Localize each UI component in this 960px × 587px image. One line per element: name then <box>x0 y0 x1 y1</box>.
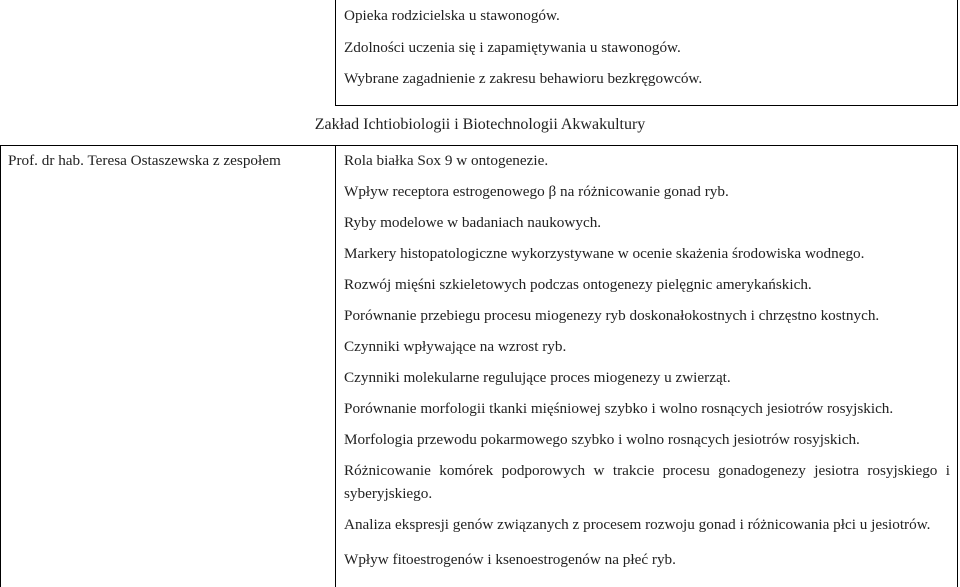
top-topic-list <box>344 0 950 95</box>
topic-item: Rozwój mięśni szkieletowych podczas ontogenezy pielęgnic amerykańskich. <box>344 276 812 293</box>
topic-item: Rola białka Sox 9 w ontogenezie. <box>344 152 549 169</box>
department-topic-list <box>344 145 950 575</box>
topic-item: Ryby modelowe w badaniach naukowych. <box>344 214 602 231</box>
topic-item: Opieka rodzicielska u stawonogów. <box>344 7 560 24</box>
supervisor-name: Prof. dr hab. Teresa Ostaszewska z zespołem <box>8 152 281 169</box>
topic-item: Porównanie przebiegu procesu miogenezy ryb doskonałokostnych i chrzęstno kostnych. <box>344 307 880 324</box>
topic-item: Markery histopatologiczne wykorzystywane w ocenie skażenia środowiska wodnego. <box>344 245 865 262</box>
grid-line <box>335 105 958 106</box>
topic-item: Analiza ekspresji genów związanych z procesem rozwoju gonad i różnicowania płci u jesiotrów. <box>344 516 931 533</box>
department-heading: Zakład Ichtiobiologii i Biotechnologii Akwakultury <box>314 116 646 133</box>
topic-item: Różnicowanie komórek podporowych w trakcie procesu gonadogenezy jesiotra rosyjskiego i syberyjskiego. <box>344 462 950 502</box>
topic-item: Czynniki molekularne regulujące proces miogenezy u zwierząt. <box>344 369 731 386</box>
topic-item: Wpływ receptora estrogenowego β na różnicowanie gonad ryb. <box>344 183 729 200</box>
topic-item: Wybrane zagadnienie z zakresu behawioru bezkręgowców. <box>344 70 703 87</box>
grid-line <box>957 0 958 106</box>
topic-item: Zdolności uczenia się i zapamiętywania u stawonogów. <box>344 38 681 56</box>
topic-item: Porównanie morfologii tkanki mięśniowej szybko i wolno rosnących jesiotrów rosyjskich. <box>344 400 894 417</box>
grid-line <box>0 145 1 587</box>
topic-item: Wpływ fitoestrogenów i ksenoestrogenów na płeć ryb. <box>344 551 676 568</box>
grid-line <box>335 145 336 587</box>
topic-item: Morfologia przewodu pokarmowego szybko i wolno rosnących jesiotrów rosyjskich. <box>344 431 860 448</box>
grid-line <box>335 0 336 106</box>
topic-item: Czynniki wpływające na wzrost ryb. <box>344 338 567 355</box>
grid-line <box>957 145 958 587</box>
